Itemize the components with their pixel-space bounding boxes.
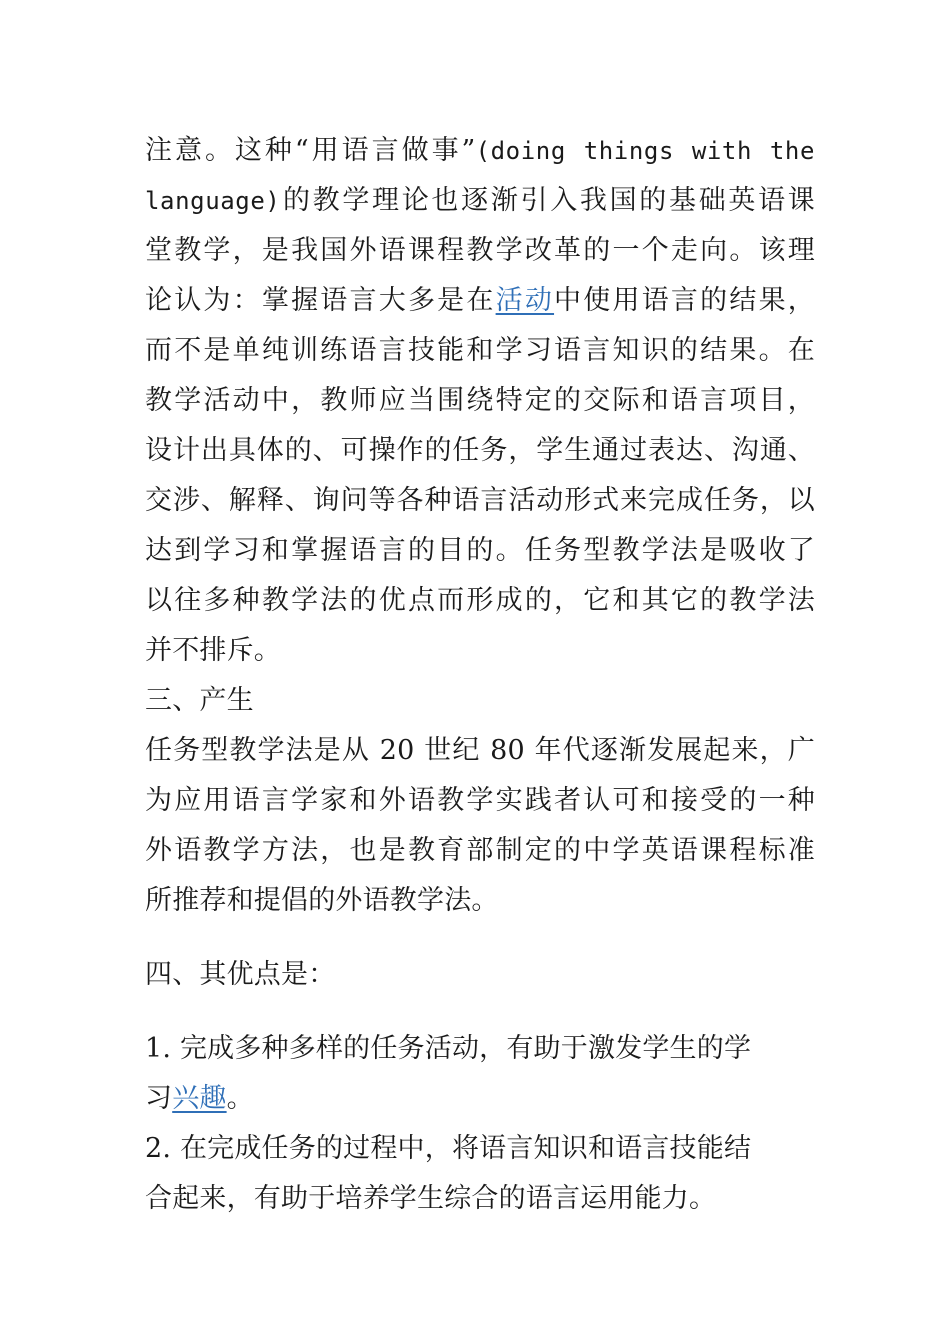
paragraph-line: 为应用语言学家和外语教学实践者认可和接受的一种 — [145, 785, 815, 816]
text-segment: 注意。这种“用语言做事” — [145, 135, 476, 166]
paragraph-line: 堂教学，是我国外语课程教学改革的一个走向。该理 — [145, 235, 815, 266]
paragraph-line: 交涉、解释、询问等各种语言活动形式来完成任务，以 — [145, 485, 815, 516]
list-item-line: 2. 在完成任务的过程中，将语言知识和语言技能结 — [145, 1133, 752, 1164]
document-page — [145, 126, 815, 1224]
spacer — [145, 926, 815, 950]
list-item-line: 合起来，有助于培养学生综合的语言运用能力。 — [145, 1183, 717, 1214]
paragraph-line: 教学活动中，教师应当围绕特定的交际和语言项目， — [145, 385, 815, 416]
list-item-line — [145, 1074, 815, 1124]
text-segment: 论认为：掌握语言大多是在 — [145, 285, 496, 316]
text-segment: 的教学理论也逐渐引入我国的基础英语课 — [280, 185, 815, 216]
paragraph-line — [145, 276, 815, 326]
text-segment: 。 — [226, 1083, 254, 1114]
text-segment: 习 — [145, 1083, 173, 1114]
paragraph-line: 以往多种教学法的优点而形成的，它和其它的教学法 — [145, 585, 815, 616]
paragraph-line: 外语教学方法，也是教育部制定的中学英语课程标准 — [145, 835, 815, 866]
activity-link[interactable]: 活动 — [495, 285, 555, 316]
interest-link[interactable]: 兴趣 — [172, 1083, 227, 1114]
paragraph-line: 并不排斥。 — [145, 635, 281, 666]
paragraph-line — [145, 176, 815, 226]
paragraph-line: 任务型教学法是从 20 世纪 80 年代逐渐发展起来，广 — [145, 735, 815, 766]
section-heading-4: 四、其优点是： — [145, 959, 336, 990]
english-phrase: (doing things with the — [475, 137, 815, 165]
paragraph-line: 所推荐和提倡的外语教学法。 — [145, 885, 499, 916]
text-segment: 中使用语言的结果， — [554, 285, 815, 316]
paragraph-line — [145, 126, 815, 176]
paragraph-line: 达到学习和掌握语言的目的。任务型教学法是吸收了 — [145, 535, 815, 566]
spacer — [145, 1000, 815, 1024]
list-item-line: 1. 完成多种多样的任务活动，有助于激发学生的学 — [145, 1033, 752, 1064]
paragraph-line: 设计出具体的、可操作的任务，学生通过表达、沟通、 — [145, 435, 815, 466]
section-heading-3: 三、产生 — [145, 685, 254, 716]
paragraph-line: 而不是单纯训练语言技能和学习语言知识的结果。在 — [145, 335, 815, 366]
english-phrase: language) — [145, 187, 281, 215]
